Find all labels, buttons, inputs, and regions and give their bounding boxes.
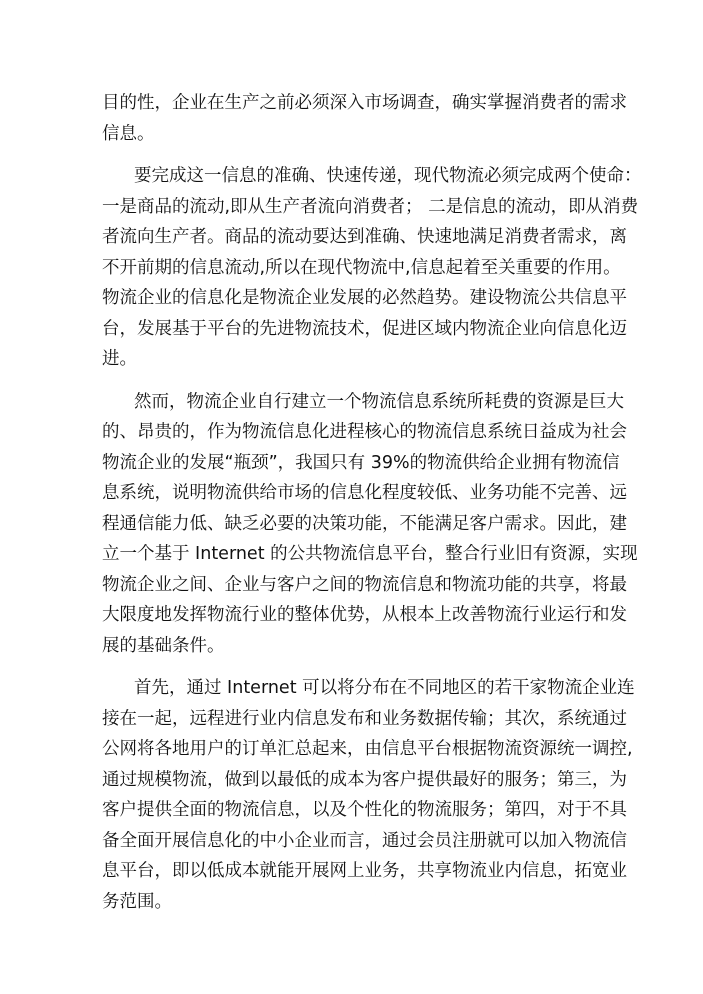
text-line: 息平台，即以低成本就能开展网上业务，共享物流业内信息，拓宽业 (102, 861, 627, 881)
text-line: 不开前期的信息流动,所以在现代物流中,信息起着至关重要的作用。 (102, 257, 621, 278)
paragraph-3 (102, 387, 638, 662)
text-line: 台，发展基于平台的先进物流技术，促进区域内物流企业向信息化迈 (102, 318, 627, 339)
text-line: 物流企业之间、企业与客户之间的物流信息和物流功能的共享，将最 (102, 574, 627, 595)
paragraph-4 (102, 673, 635, 917)
text-line: 通过规模物流，做到以最低的成本为客户提供最好的服务；第三，为 (102, 769, 627, 790)
text-line: 的、昂贵的，作为物流信息化进程核心的物流信息系统日益成为社会 (102, 422, 627, 442)
text-line: 接在一起，远程进行业内信息发布和业务数据传输；其次，系统通过 (102, 708, 627, 729)
text-line: 立一个基于 Internet 的公共物流信息平台，整合行业旧有资源，实现 (102, 544, 638, 564)
document-page (102, 88, 642, 929)
text-line: 一是商品的流动,即从生产者流向消费者； 二是信息的流动，即从消费 (102, 196, 639, 217)
text-line: 进。 (102, 349, 137, 369)
text-line: 客户提供全面的物流信息，以及个性化的物流服务；第四，对于不具 (102, 800, 627, 820)
text-line: 备全面开展信息化的中小企业而言，通过会员注册就可以加入物流信 (102, 830, 627, 851)
text-line: 物流企业的发展“瓶颈”，我国只有 39%的物流供给企业拥有物流信 (102, 452, 620, 473)
paragraph-1 (102, 88, 627, 149)
text-line: 信息。 (102, 123, 155, 144)
text-line: 公网将各地用户的订单汇总起来，由信息平台根据物流资源统一调控, (102, 739, 633, 759)
paragraph-2 (102, 161, 642, 375)
text-line: 要完成这一信息的准确、快速传递，现代物流必须完成两个使命： (134, 166, 642, 186)
text-line: 者流向生产者。商品的流动要达到准确、快速地满足消费者需求，离 (102, 227, 627, 247)
text-line: 息系统，说明物流供给市场的信息化程度较低、业务功能不完善、远 (102, 483, 627, 503)
text-line: 展的基础条件。 (102, 635, 225, 656)
text-line: 目的性，企业在生产之前必须深入市场调查，确实掌握消费者的需求 (102, 93, 627, 113)
text-line: 程通信能力低、缺乏必要的决策功能，不能满足客户需求。因此，建 (102, 513, 627, 534)
text-line: 大限度地发挥物流行业的整体优势，从根本上改善物流行业运行和发 (102, 605, 627, 625)
text-line: 然而，物流企业自行建立一个物流信息系统所耗费的资源是巨大 (134, 391, 624, 412)
text-line: 物流企业的信息化是物流企业发展的必然趋势。建设物流公共信息平 (102, 288, 627, 308)
text-line: 务范围。 (102, 891, 172, 912)
text-line: 首先，通过 Internet 可以将分布在不同地区的若干家物流企业连 (134, 678, 635, 698)
